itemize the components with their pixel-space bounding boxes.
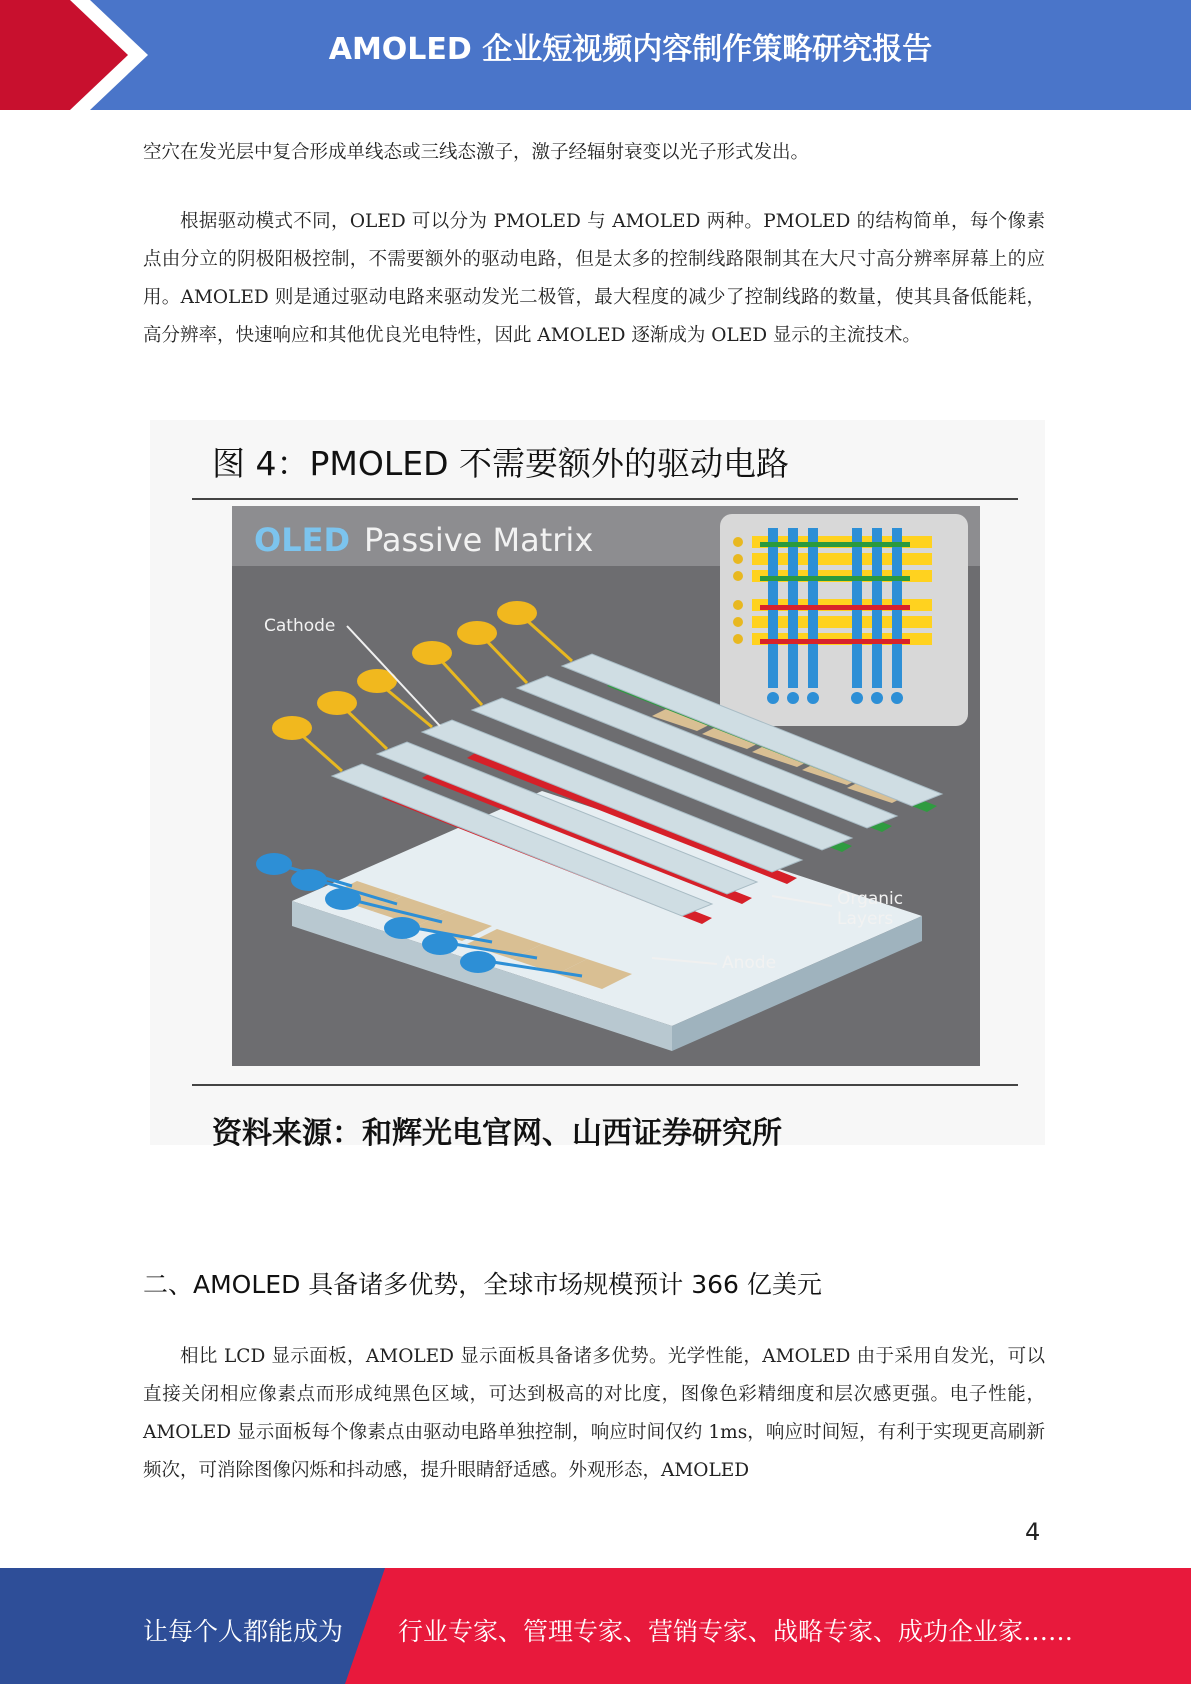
anode-label: Anode (722, 953, 777, 973)
passive-matrix-word: Passive Matrix (364, 521, 594, 559)
figure-top-rule (192, 498, 1018, 500)
figure-title: 图 4：PMOLED 不需要额外的驱动电路 (212, 444, 789, 483)
oled-word: OLED (254, 521, 351, 559)
page-header (0, 0, 1191, 110)
paragraph-1: 空穴在发光层中复合形成单线态或三线态激子，激子经辐射衰变以光子形式发出。 (143, 142, 810, 163)
header-arrow-icon (0, 0, 160, 110)
figure-bottom-rule (192, 1084, 1018, 1086)
paragraph-2: 根据驱动模式不同，OLED 可以分为 PMOLED 与 AMOLED 两种。PMOLED 的结构简单，每个像素点由分立的阴极阳极控制，不需要额外的驱动电路，但是太多的控制线路限制其在大尺寸高分辨率屏幕上的应用。AMOLED 则是通过驱动电路来驱动发光二极管，最大程度的减少了控制线路的数量，使其具备低能耗，高分辨率，快速响应和其他优良光电特性，因此 AMOLED 逐渐成为 OLED 显示的主流技术。 (143, 211, 1045, 346)
paragraph-3: 相比 LCD 显示面板，AMOLED 显示面板具备诸多优势。光学性能，AMOLED 由于采用自发光，可以直接关闭相应像素点而形成纯黑色区域，可达到极高的对比度，图像色彩精细度和层次感更强。电子性能，AMOLED 显示面板每个像素点由驱动电路单独控制，响应时间仅约 1ms，响应时间短，有利于实现更高刷新频次，可消除图像闪烁和抖动感，提升眼睛舒适感。外观形态，AMOLED (143, 1346, 1045, 1481)
matrix-inset (720, 514, 968, 726)
header-title: AMOLED 企业短视频内容制作策略研究报告 (328, 32, 933, 67)
organic-label-line1: Organic (837, 889, 904, 909)
footer-slogan-left: 让每个人都能成为 (143, 1617, 344, 1646)
figure-4 (150, 420, 1045, 1151)
oled-passive-matrix-diagram (232, 506, 980, 1066)
section-heading: 二、AMOLED 具备诸多优势，全球市场规模预计 366 亿美元 (143, 1270, 822, 1299)
cathode-label: Cathode (264, 616, 336, 636)
footer-slogan-right: 行业专家、管理专家、营销专家、战略专家、成功企业家…… (398, 1617, 1074, 1646)
page-number: 4 (1025, 1518, 1041, 1546)
organic-label-line2: Layers (837, 909, 894, 929)
figure-source: 资料来源：和辉光电官网、山西证券研究所 (212, 1116, 782, 1151)
